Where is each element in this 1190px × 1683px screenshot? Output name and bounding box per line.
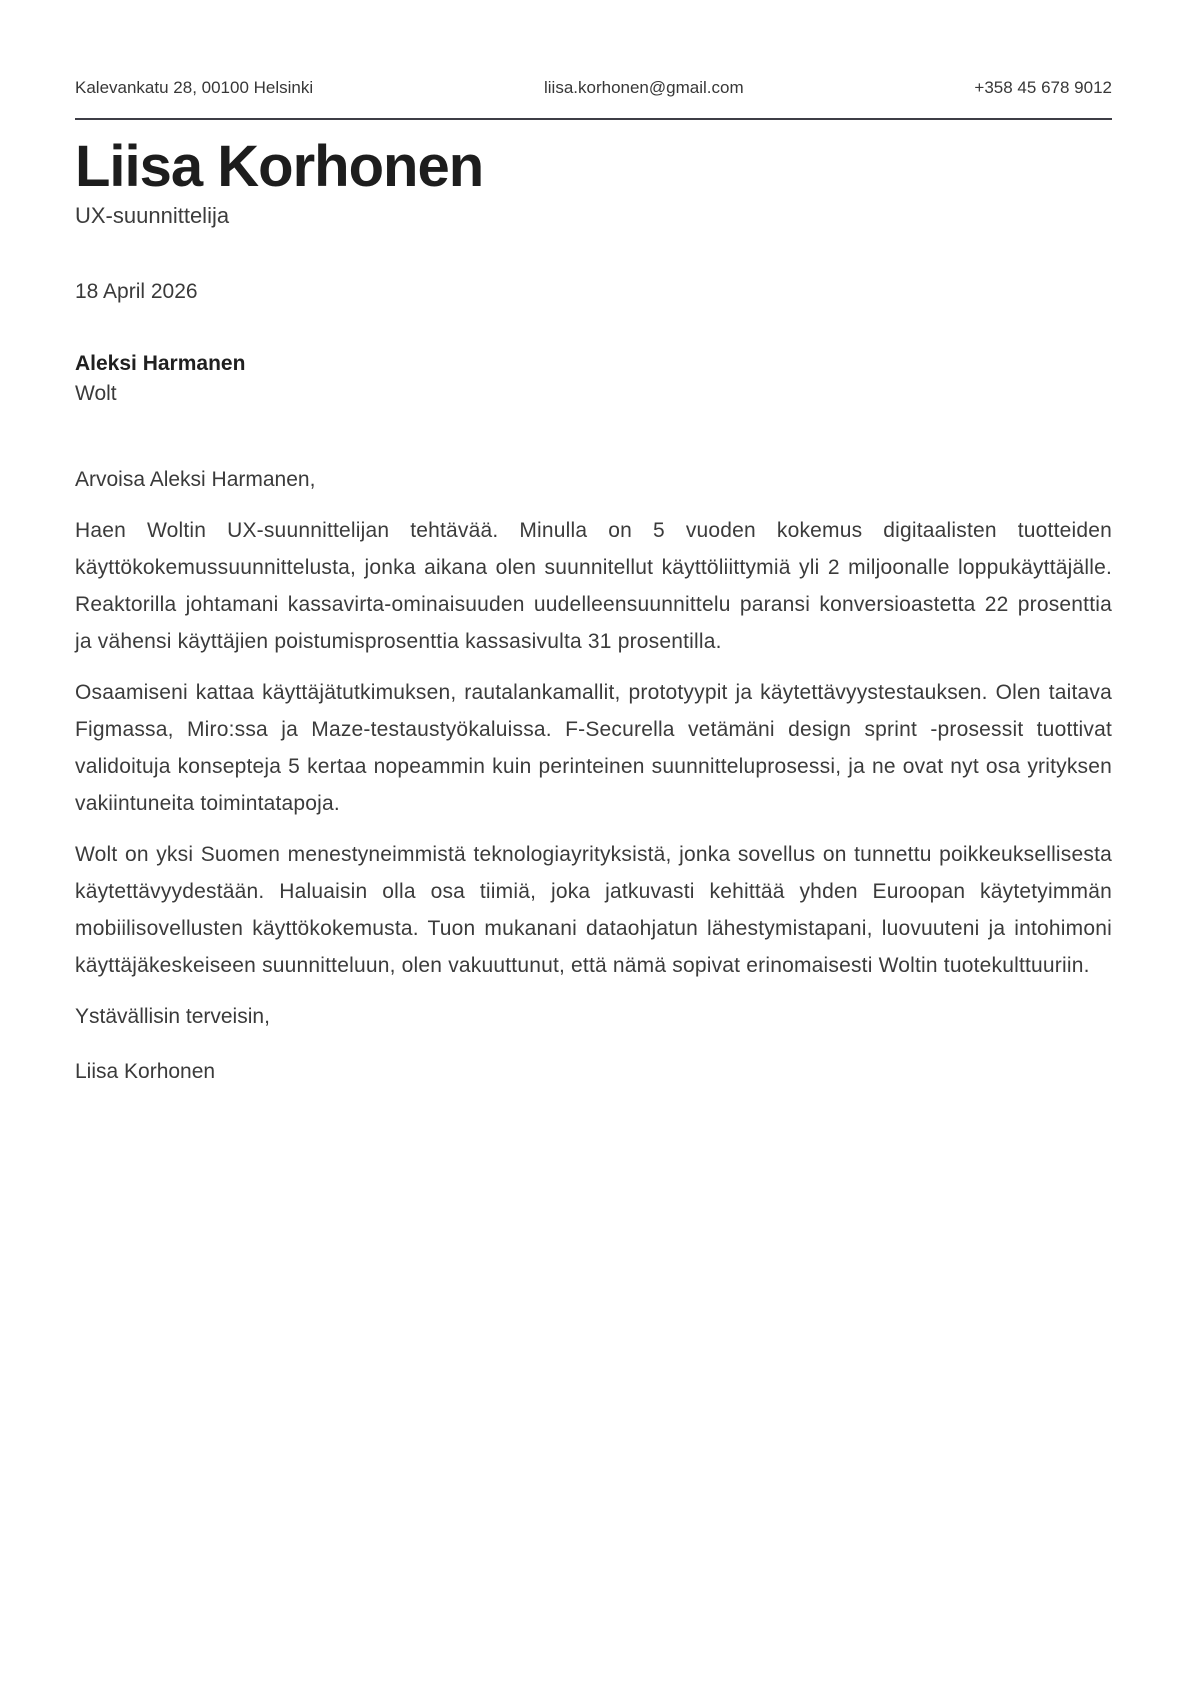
letter-paragraph-3: Wolt on yksi Suomen menestyneimmistä teknologiayrityksistä, jonka sovellus on tunnettu poikkeuksellisesta käytettävyydestään. Haluaisin olla osa tiimiä, joka jatkuvasti kehittää yhden Euroopan käytetyimmän mobiilisovellusten käyttökokemusta. Tuon mukanani dataohjatun lähestymistapani, luovuuteni ja intohimoni käyttäjäkeskeiseen suunnitteluun, olen vakuuttunut, että nämä sopivat erinomaisesti Woltin tuotekulttuuriin. [75,842,1112,977]
header-divider [75,118,1112,120]
recipient-block [75,349,1112,409]
contact-address: Kalevankatu 28, 00100 Helsinki [75,78,314,97]
page-title: Liisa Korhonen [75,134,484,200]
closing-line: Ystävällisin terveisin, [75,1004,270,1028]
recipient-name: Aleksi Harmanen [75,351,246,375]
contact-email: liisa.korhonen@gmail.com [543,78,744,97]
signature-name: Liisa Korhonen [75,1059,216,1083]
letter-date: 18 April 2026 [75,279,198,303]
contact-phone: +358 45 678 9012 [974,78,1112,97]
letter-body [75,277,1112,1090]
salutation: Arvoisa Aleksi Harmanen, [75,467,316,491]
contact-header [75,78,1112,98]
letter-paragraph-1: Haen Woltin UX-suunnittelijan tehtävää. Minulla on 5 vuoden kokemus digitaalisten tuotteiden käyttökokemussuunnittelusta, jonka aikana olen suunnitellut käyttöliittymiä yli 2 miljoonalle loppukäyttäjälle. Reaktorilla johtamani kassavirta-ominaisuuden uudelleensuunnittelu paransi konversioastetta 22 prosenttia ja vähensi käyttäjien poistumisprosenttia kassasivulta 31 prosentilla. [75,518,1112,653]
recipient-company: Wolt [75,381,117,405]
job-title: UX-suunnittelija [75,203,230,229]
letter-paragraph-2: Osaamiseni kattaa käyttäjätutkimuksen, rautalankamallit, prototyypit ja käytettävyystestauksen. Olen taitava Figmassa, Miro:ssa ja Maze-testaustyökaluissa. F-Securella vetämäni design sprint -prosessit tuottivat validoituja konsepteja 5 kertaa nopeammin kuin perinteinen suunnitteluprosessi, ja ne ovat nyt osa yrityksen vakiintuneita toimintatapoja. [75,680,1112,815]
